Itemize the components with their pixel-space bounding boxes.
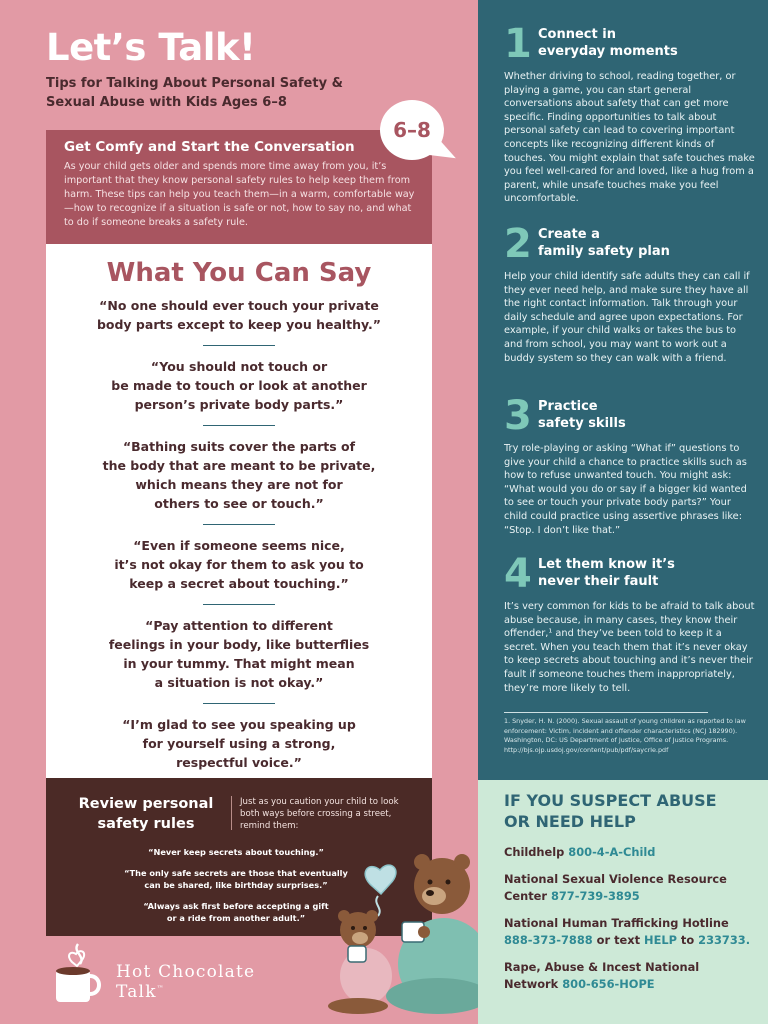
quote-item: “No one should ever touch your private body parts except to keep you healthy.” bbox=[96, 298, 382, 332]
step-number: 2 bbox=[504, 221, 532, 267]
step-heading: Connect in everyday moments bbox=[538, 27, 678, 59]
quote-item: “You should not touch or be made to touch or look at another person’s private body parts.” bbox=[111, 359, 367, 412]
step-heading: Let them know it’s never their fault bbox=[538, 557, 675, 589]
what-you-can-say-heading: What You Can Say bbox=[106, 258, 372, 288]
step-body: Whether driving to school, reading together, or playing a game, you can start general conversations about safety that can get more specific. Finding opportunities to talk about personal safety can lead to covering important concepts like recognizing different kinds of touches. You might explain that safe touches make you feel well-cared for and loved, like a hug from a parent, while unsafe touches make you feel uncomfortable. bbox=[504, 71, 755, 205]
hotline-label: Childhelp bbox=[504, 845, 569, 859]
review-divider bbox=[231, 796, 232, 830]
hot-chocolate-talk-logo bbox=[50, 942, 300, 1006]
quote-divider bbox=[203, 425, 275, 426]
hotline-period: . bbox=[745, 933, 751, 947]
footnote-rule bbox=[504, 712, 708, 713]
age-badge bbox=[380, 100, 444, 160]
hotline-number[interactable]: 800-4-A-Child bbox=[568, 845, 656, 859]
hotline-item bbox=[504, 844, 754, 861]
logo-trademark: ™ bbox=[156, 984, 165, 993]
what-you-can-say-panel bbox=[46, 244, 432, 778]
review-rule: “Always ask first before accepting a gift or a ride from another adult.” bbox=[143, 901, 329, 923]
intro-heading: Get Comfy and Start the Conversation bbox=[64, 139, 355, 155]
page-title: Let’s Talk! bbox=[46, 26, 256, 69]
hotline-label: National Human Trafficking Hotline bbox=[504, 916, 729, 930]
help-panel bbox=[478, 780, 768, 1024]
intro-box bbox=[46, 130, 432, 244]
review-rule: “The only safe secrets are those that eventually can be shared, like birthday surprises.” bbox=[124, 868, 348, 890]
review-body: Just as you caution your child to look both ways before crossing a street, remind them: bbox=[240, 797, 399, 831]
hotline-text-prefix: or text bbox=[592, 933, 645, 947]
quote-item: “Even if someone seems nice, it’s not okay for them to ask you to keep a secret about touching.” bbox=[114, 538, 364, 591]
hotline-label: National Sexual Violence Resource Center bbox=[504, 872, 727, 903]
step-3 bbox=[504, 393, 756, 537]
step-body: Try role-playing or asking “What if” questions to give your child a chance to practice skills such as how to refuse unwanted touch. You might ask: “What would you do or say if a bigger kid wanted to see or touch your private body parts?” Your child could practice using assertive phrases like: “Stop. I don’t like that.” bbox=[504, 443, 747, 536]
quote-item: “Bathing suits cover the parts of the body that are meant to be private, which means they are not for others to see or touch.” bbox=[102, 439, 376, 511]
step-4 bbox=[504, 551, 756, 695]
review-rule: “Never keep secrets about touching.” bbox=[148, 847, 324, 857]
hotline-text-keyword[interactable]: HELP bbox=[644, 933, 677, 947]
intro-body: As your child gets older and spends more time away from you, it’s important that they know personal safety rules to help keep them from harm. These tips can help you teach them—in a warm, comfortable way—how to recognize if a situation is safe or not, how to say no, and what to do if someone breaks a safety rule. bbox=[64, 161, 415, 228]
quote-divider bbox=[203, 345, 275, 346]
quote-divider bbox=[203, 604, 275, 605]
step-1 bbox=[504, 21, 756, 206]
page-subtitle: Tips for Talking About Personal Safety & Sexual Abuse with Kids Ages 6–8 bbox=[46, 76, 343, 110]
footnote: 1. Snyder, H. N. (2000). Sexual assault of young children as reported to law enforcement: Victim, incident and offender characteristics (NCJ 182990). Washington, DC: US Department of Justice, Office of Justice Programs. http://bjs.ojp.usdoj.gov/content/pub/pdf/saycrle.pdf bbox=[504, 717, 746, 754]
quote-item: “Pay attention to different feelings in your body, like butterflies in your tummy. That might mean a situation is not okay.” bbox=[108, 618, 370, 690]
step-heading: Practice safety skills bbox=[538, 399, 626, 431]
bears-illustration bbox=[318, 846, 496, 1016]
logo-text bbox=[116, 962, 300, 1002]
help-heading: IF YOU SUSPECT ABUSE OR NEED HELP bbox=[504, 791, 717, 831]
hotline-item bbox=[504, 915, 754, 949]
step-body: It’s very common for kids to be afraid to talk about abuse because, in many cases, they know their offender,¹ and they’ve been told to keep it a secret. When you teach them that it’s never okay to keep secrets about touching and it’s never their fault if someone touches them inappropriately, they’re more likely to tell. bbox=[504, 601, 755, 694]
step-2 bbox=[504, 221, 756, 365]
quote-divider bbox=[203, 703, 275, 704]
step-number: 4 bbox=[504, 551, 532, 597]
age-badge-label: 6–8 bbox=[393, 118, 431, 142]
quote-item: “I’m glad to see you speaking up for yourself using a strong, respectful voice.” bbox=[122, 717, 356, 770]
hotline-item bbox=[504, 871, 754, 905]
hotline-text-to: to bbox=[676, 933, 699, 947]
step-number: 3 bbox=[504, 393, 532, 439]
hotline-text-number[interactable]: 233733 bbox=[698, 933, 746, 947]
hotline-number[interactable]: 800-656-HOPE bbox=[562, 977, 655, 991]
hotline-item bbox=[504, 959, 754, 993]
quote-divider bbox=[203, 524, 275, 525]
right-column bbox=[478, 0, 768, 780]
hotline-number[interactable]: 888-373-7888 bbox=[504, 933, 593, 947]
step-body: Help your child identify safe adults they can call if they ever need help, and make sure they have all the right contact information. Talk through your daily schedule and agree upon expectations. For example, if your child walks or takes the bus to and from school, you may want to work out a buddy system so they can walk with a friend. bbox=[504, 271, 750, 364]
logo-name: Hot Chocolate Talk bbox=[116, 962, 256, 1002]
step-heading: Create a family safety plan bbox=[538, 227, 670, 259]
review-heading: Review personal safety rules bbox=[78, 796, 214, 832]
step-number: 1 bbox=[504, 21, 532, 67]
hotline-number[interactable]: 877-739-3895 bbox=[550, 889, 640, 903]
mug-icon bbox=[50, 942, 110, 1006]
hotline-label: Rape, Abuse & Incest National Network bbox=[504, 960, 700, 991]
